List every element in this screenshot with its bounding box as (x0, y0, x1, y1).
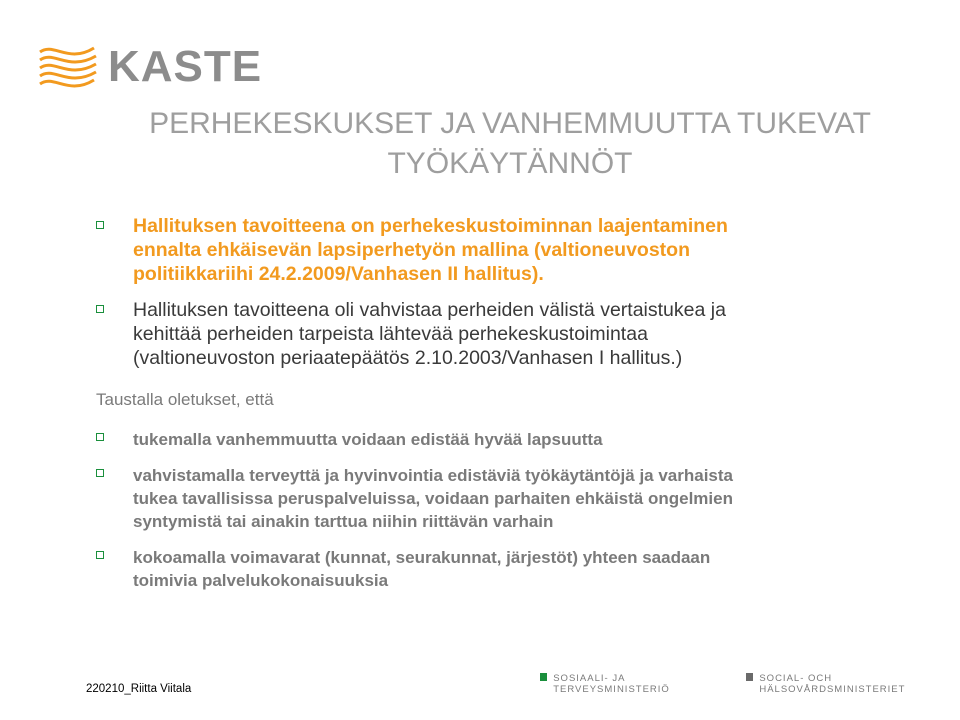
square-bullet-icon (96, 433, 104, 441)
bullet-government-goal-2003 (96, 298, 896, 370)
bullet-line: toimivia palvelukokonaisuuksia (133, 571, 389, 590)
title-line-2: TYÖKÄYTÄNNÖT (387, 147, 633, 180)
bullet-government-goal-2009 (96, 214, 896, 286)
bullet-line: ennalta ehkäisevän lapsiperhetyön mallina (valtioneuvoston (133, 239, 690, 261)
ministry-name-fi: SOSIAALI- JA TERVEYSMINISTERIÖ (553, 673, 670, 695)
square-bullet-icon (96, 551, 104, 559)
bullet-assumption-resources (96, 546, 916, 592)
bullet-assumption-health (96, 464, 916, 533)
square-bullet-icon (96, 305, 104, 313)
bullet-line: syntymistä tai ainakin tarttua niihin riittävän varhain (133, 512, 554, 531)
bullet-line: tukemalla vanhemmuutta voidaan edistää hyvää lapsuutta (133, 430, 603, 449)
ministry-logo (540, 673, 960, 695)
square-bullet-icon (96, 469, 104, 477)
bullet-line: kehittää perheiden tarpeista lähtevää perhekeskustoimintaa (133, 323, 648, 345)
bullet-line: Hallituksen tavoitteena oli vahvistaa perheiden välistä vertaistukea ja (133, 299, 726, 321)
bullet-line: politiikkariihi 24.2.2009/Vanhasen II hallitus). (133, 263, 544, 285)
bullet-line: (valtioneuvoston periaatepäätös 2.10.2003/Vanhasen I hallitus.) (133, 347, 683, 369)
subheading: Taustalla oletukset, että (96, 390, 274, 409)
kaste-logo (38, 38, 263, 98)
ministry-mark-icon (746, 673, 753, 681)
wave-icon (38, 42, 102, 98)
logo-text: KASTE (108, 42, 263, 91)
bullet-line: kokoamalla voimavarat (kunnat, seurakunnat, järjestöt) yhteen saadaan (133, 548, 711, 567)
footer-author: 220210_Riitta Viitala (86, 683, 192, 695)
ministry-name-sv: SOCIAL- OCH HÄLSOVÅRDSMINISTERIET (759, 673, 906, 695)
bullet-line: Hallituksen tavoitteena on perhekeskustoiminnan laajentaminen (133, 215, 728, 237)
page-title (60, 104, 960, 184)
title-line-1: PERHEKESKUKSET JA VANHEMMUUTTA TUKEVAT (149, 107, 871, 140)
bullet-assumption-parenting (96, 428, 916, 451)
bullet-line: tukea tavallisissa peruspalveluissa, voidaan parhaiten ehkäistä ongelmien (133, 489, 733, 508)
bullet-line: vahvistamalla terveyttä ja hyvinvointia edistäviä työkäytäntöjä ja varhaista (133, 466, 733, 485)
ministry-mark-icon (540, 673, 547, 681)
square-bullet-icon (96, 221, 104, 229)
